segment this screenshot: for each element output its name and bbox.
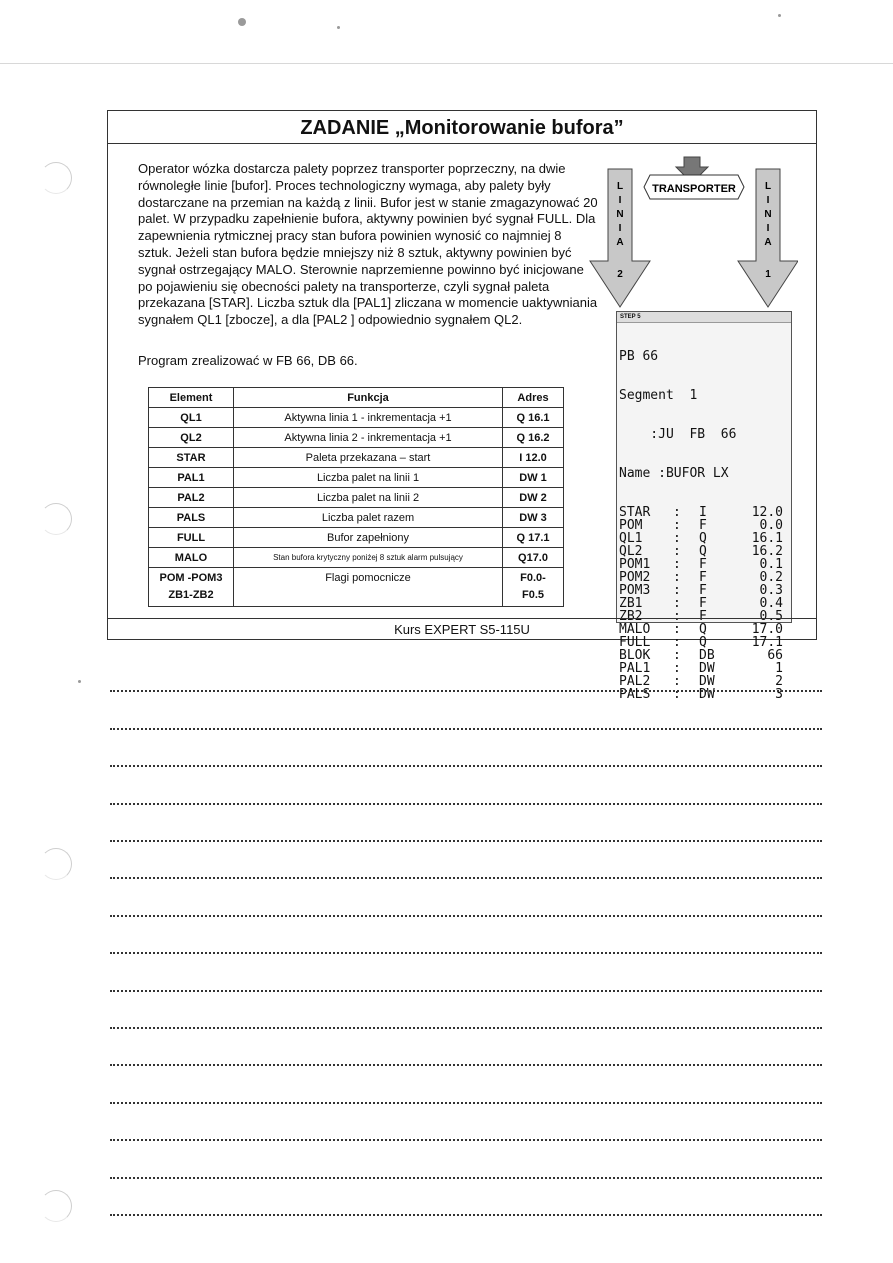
var-name: POM	[619, 518, 643, 533]
line-1-letter: I	[766, 195, 770, 206]
dotted-line	[110, 990, 822, 992]
line-2-letter: A	[616, 237, 624, 248]
var-name: PAL2	[619, 674, 651, 689]
var-separator: :	[673, 648, 681, 663]
dotted-line	[110, 1064, 822, 1066]
line-1-number: 1	[765, 269, 771, 280]
var-type: DB	[699, 648, 715, 663]
var-separator: :	[673, 518, 681, 533]
cell-address: DW 1	[503, 468, 564, 488]
cell-element: FULL	[149, 528, 234, 548]
var-name: POM3	[619, 583, 651, 598]
cell-element: PALS	[149, 508, 234, 528]
var-name: QL1	[619, 531, 643, 546]
table-row	[149, 448, 564, 468]
dotted-line	[110, 1027, 822, 1029]
var-type: F	[699, 570, 707, 585]
scan-speck	[78, 680, 81, 683]
var-address: 16.2	[751, 544, 783, 559]
dotted-line	[110, 952, 822, 954]
var-type: F	[699, 583, 707, 598]
cell-element: STAR	[149, 448, 234, 468]
cell-function: Flagi pomocnicze	[234, 568, 503, 607]
var-type: Q	[699, 635, 707, 650]
var-name: PAL1	[619, 661, 651, 676]
scan-speck	[238, 18, 246, 26]
dotted-line	[110, 765, 822, 767]
column-header: Adres	[503, 388, 564, 408]
step5-code	[617, 323, 791, 727]
step5-titlebar: STEP 5	[617, 312, 791, 323]
course-footer: Kurs EXPERT S5-115U	[108, 618, 816, 639]
line-1-letter: N	[764, 209, 772, 220]
code-line: PB 66	[619, 349, 659, 364]
table-row	[149, 548, 564, 568]
var-address: 0.4	[759, 596, 783, 611]
var-address: 16.1	[751, 531, 783, 546]
var-separator: :	[673, 674, 681, 689]
cell-function: Bufor zapełniony	[234, 528, 503, 548]
var-type: Q	[699, 531, 707, 546]
var-address: 2	[775, 674, 783, 689]
var-type: DW	[699, 674, 715, 689]
dotted-line	[110, 1139, 822, 1141]
var-address: 17.1	[751, 635, 783, 650]
line-2-letter: L	[616, 181, 624, 192]
task-title: ZADANIE „Monitorowanie bufora”	[108, 111, 816, 144]
var-name: POM1	[619, 557, 651, 572]
code-line: Segment 1	[619, 388, 698, 403]
var-type: F	[699, 596, 707, 611]
var-type: I	[699, 505, 707, 520]
cell-function: Stan bufora krytyczny poniżej 8 sztuk alarm pulsujący	[234, 548, 503, 568]
table-header-row	[149, 388, 564, 408]
cell-function: Liczba palet na linii 2	[234, 488, 503, 508]
cell-element-line: POM -POM3	[159, 572, 223, 584]
dotted-line	[110, 1102, 822, 1104]
cell-address-line: F0.5	[521, 589, 544, 601]
var-separator: :	[673, 622, 681, 637]
var-address: 66	[767, 648, 783, 663]
cell-address: DW 2	[503, 488, 564, 508]
var-address: 3	[775, 687, 783, 702]
cell-element: QL2	[149, 428, 234, 448]
var-address: 0.2	[759, 570, 783, 585]
var-type: F	[699, 557, 707, 572]
scan-speck	[778, 14, 781, 17]
var-address: 0.3	[759, 583, 783, 598]
var-address: 0.5	[759, 609, 783, 624]
cell-element: PAL1	[149, 468, 234, 488]
var-separator: :	[673, 596, 681, 611]
table-row	[149, 528, 564, 548]
var-separator: :	[673, 635, 681, 650]
line-1-letter: I	[766, 223, 770, 234]
cell-function: Aktywna linia 1 - inkrementacja +1	[234, 408, 503, 428]
var-name: PALS	[619, 687, 651, 702]
task-box	[107, 110, 817, 702]
dotted-line	[110, 877, 822, 879]
var-name: ZB1	[619, 596, 643, 611]
cell-function: Liczba palet razem	[234, 508, 503, 528]
var-separator: :	[673, 583, 681, 598]
table-row	[149, 488, 564, 508]
line-1-letter: A	[764, 237, 772, 248]
var-name: QL2	[619, 544, 643, 559]
table-row	[149, 568, 564, 607]
cell-address: DW 3	[503, 508, 564, 528]
dotted-line	[110, 840, 822, 842]
punch-hole	[40, 1190, 72, 1222]
var-address: 1	[775, 661, 783, 676]
buffer-diagram	[588, 153, 798, 313]
signal-table	[148, 387, 564, 607]
table-row	[149, 508, 564, 528]
var-name: ZB2	[619, 609, 643, 624]
line-1-letter: L	[764, 181, 772, 192]
var-separator: :	[673, 505, 681, 520]
var-separator: :	[673, 557, 681, 572]
var-separator: :	[673, 544, 681, 559]
line-2-letter: N	[616, 209, 624, 220]
dotted-line	[110, 1177, 822, 1179]
cell-address: Q 16.2	[503, 428, 564, 448]
table-row	[149, 428, 564, 448]
cell-element: MALO	[149, 548, 234, 568]
var-type: F	[699, 518, 707, 533]
cell-address: Q17.0	[503, 548, 564, 568]
dotted-line	[110, 728, 822, 730]
cell-address: Q 17.1	[503, 528, 564, 548]
line-2-number: 2	[617, 269, 623, 280]
page-top-line	[0, 63, 893, 64]
cell-address-line: F0.0-	[520, 572, 546, 584]
cell-function: Paleta przekazana – start	[234, 448, 503, 468]
cell-element: QL1	[149, 408, 234, 428]
dotted-line	[110, 690, 822, 692]
cell-element-line: ZB1-ZB2	[168, 589, 214, 601]
cell-address	[503, 568, 564, 607]
var-separator: :	[673, 687, 681, 702]
var-address: 0.0	[759, 518, 783, 533]
task-description: Operator wózka dostarcza palety poprzez transporter poprzeczny, na dwie równoległe linie [bufor]. Proces technologiczny wymaga, aby palety były dostarczane na przemian na każdą z linii. Bufor jest w stanie zmagazynować 20 palet. W przypadku zapełnienie bufora, aktywny powinien być sygnał FULL. Dla zapewnienia rytmicznej pracy stan bufora powinien wynosić co najmniej 8 sztuk. Jeżeli stan bufora będzie mniejszy niż 8 sztuk, aktywny powinien być sygnał ostrzegający MALO. Sterownie naprzemienne powinno być inicjowane po pojawieniu się obecności palety na transporterze, czyli sygnał paleta przekazana [STAR]. Liczba sztuk dla [PAL1] zliczana w momencie uaktywniania sygnałem QL1 [zbocze], a dla [PAL2 ] odpowiednio sygnałem QL2.	[138, 161, 598, 328]
dotted-line	[110, 915, 822, 917]
var-separator: :	[673, 531, 681, 546]
cell-address: I 12.0	[503, 448, 564, 468]
program-note: Program zrealizować w FB 66, DB 66.	[138, 353, 358, 368]
step5-window	[616, 311, 792, 702]
var-separator: :	[673, 609, 681, 624]
var-type: Q	[699, 622, 707, 637]
code-line: Name :BUFOR LX	[619, 466, 729, 481]
column-header: Element	[149, 388, 234, 408]
var-address: 17.0	[751, 622, 783, 637]
table-row	[149, 408, 564, 428]
var-type: DW	[699, 661, 715, 676]
column-header: Funkcja	[234, 388, 503, 408]
transporter-label: TRANSPORTER	[652, 183, 736, 195]
var-name: STAR	[619, 505, 651, 520]
var-address: 12.0	[751, 505, 783, 520]
dotted-line	[110, 1214, 822, 1216]
var-separator: :	[673, 570, 681, 585]
var-type: F	[699, 609, 707, 624]
dotted-line	[110, 803, 822, 805]
punch-hole	[40, 503, 72, 535]
var-type: DW	[699, 687, 715, 702]
scan-speck	[337, 26, 340, 29]
var-type: Q	[699, 544, 707, 559]
step5-variable-list	[619, 506, 791, 701]
var-name: FULL	[619, 635, 651, 650]
var-name: MALO	[619, 622, 651, 637]
cell-function: Aktywna linia 2 - inkrementacja +1	[234, 428, 503, 448]
table-row	[149, 468, 564, 488]
cell-element	[149, 568, 234, 607]
var-name: BLOK	[619, 648, 651, 663]
var-name: POM2	[619, 570, 651, 585]
cell-function: Liczba palet na linii 1	[234, 468, 503, 488]
code-line: :JU FB 66	[619, 427, 737, 442]
var-address: 0.1	[759, 557, 783, 572]
var-separator: :	[673, 661, 681, 676]
line-2-letter: I	[618, 223, 622, 234]
punch-hole	[40, 162, 72, 194]
punch-hole	[40, 848, 72, 880]
cell-element: PAL2	[149, 488, 234, 508]
line-2-letter: I	[618, 195, 622, 206]
cell-address: Q 16.1	[503, 408, 564, 428]
